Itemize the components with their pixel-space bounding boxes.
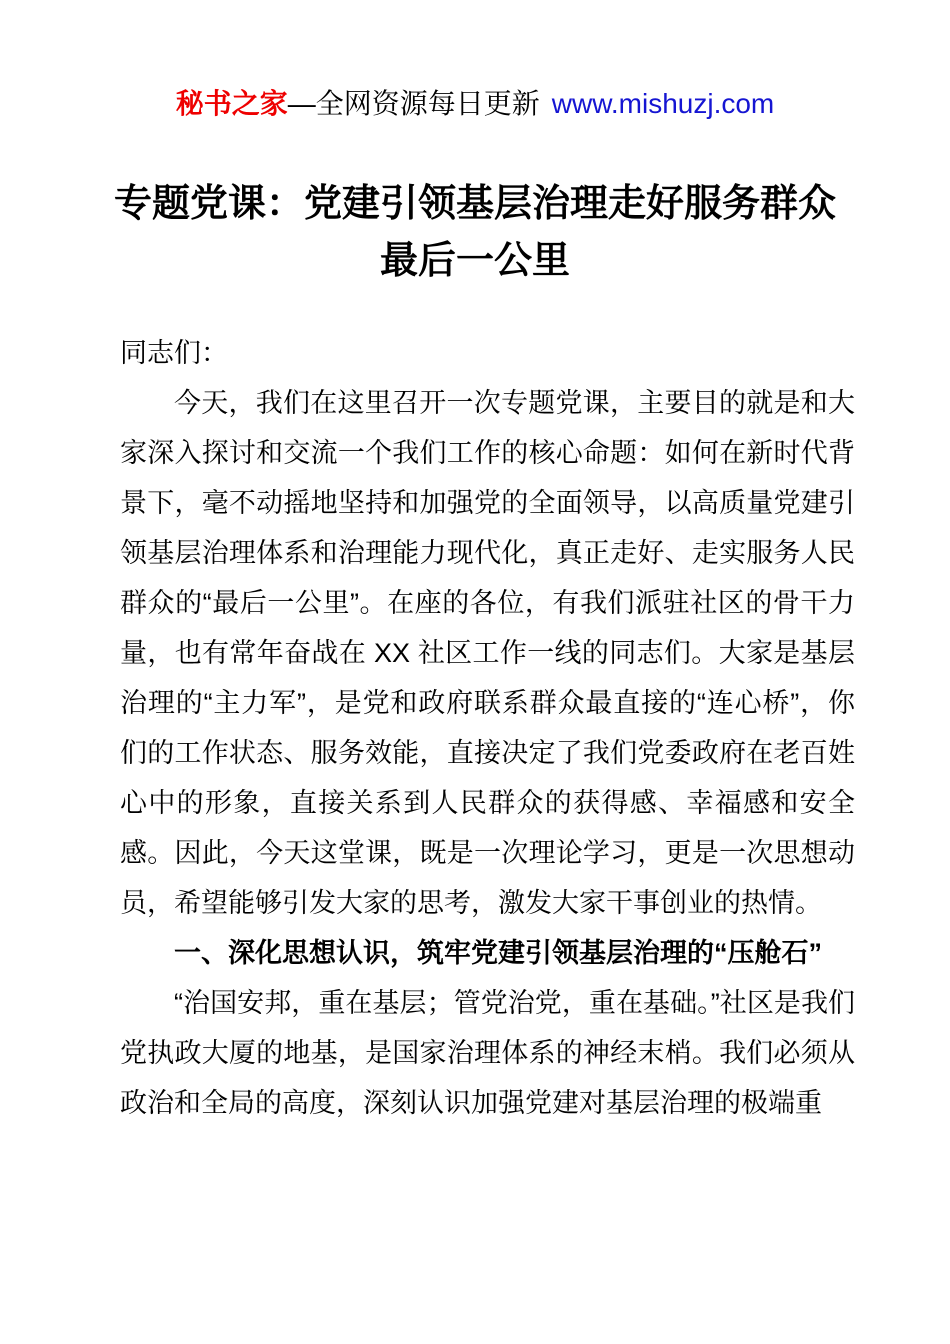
section-heading-1: 一、深化思想认识，筑牢党建引领基层治理的“压舱石” — [174, 938, 822, 968]
salutation: 同志们： — [120, 338, 228, 368]
site-url-link[interactable]: www.mishuzj.com — [551, 88, 775, 119]
paragraph-section-1: “治国安邦，重在基层；管党治党，重在基础。”社区是我们党执政大厦的地基，是国家治理体系的神经末梢。我们必须从政治和全局的高度，深刻认识加强党建对基层治理的极端重 — [120, 988, 855, 1118]
site-tagline: —全网资源每日更新 — [287, 88, 540, 119]
document-title: 专题党课：党建引领基层治理走好服务群众最后一公里 — [113, 183, 836, 282]
document-body — [120, 328, 855, 1128]
paragraph-intro: 今天，我们在这里召开一次专题党课，主要目的就是和大家深入探讨和交流一个我们工作的核心命题：如何在新时代背景下，毫不动摇地坚持和加强党的全面领导，以高质量党建引领基层治理体系和治理能力现代化，真正走好、走实服务人民群众的“最后一公里”。在座的各位，有我们派驻社区的骨干力量，也有常年奋战在 XX 社区工作一线的同志们。大家是基层治理的“主力军”，是党和政府联系群众最直接的“连心桥”，你们的工作状态、服务效能，直接决定了我们党委政府在老百姓心中的形象，直接关系到人民群众的获得感、幸福感和安全感。因此，今天这堂课，既是一次理论学习，更是一次思想动员，希望能够引发大家的思考，激发大家干事创业的热情。 — [120, 388, 855, 918]
site-brand: 秘书之家 — [175, 88, 288, 119]
site-header — [0, 0, 950, 120]
